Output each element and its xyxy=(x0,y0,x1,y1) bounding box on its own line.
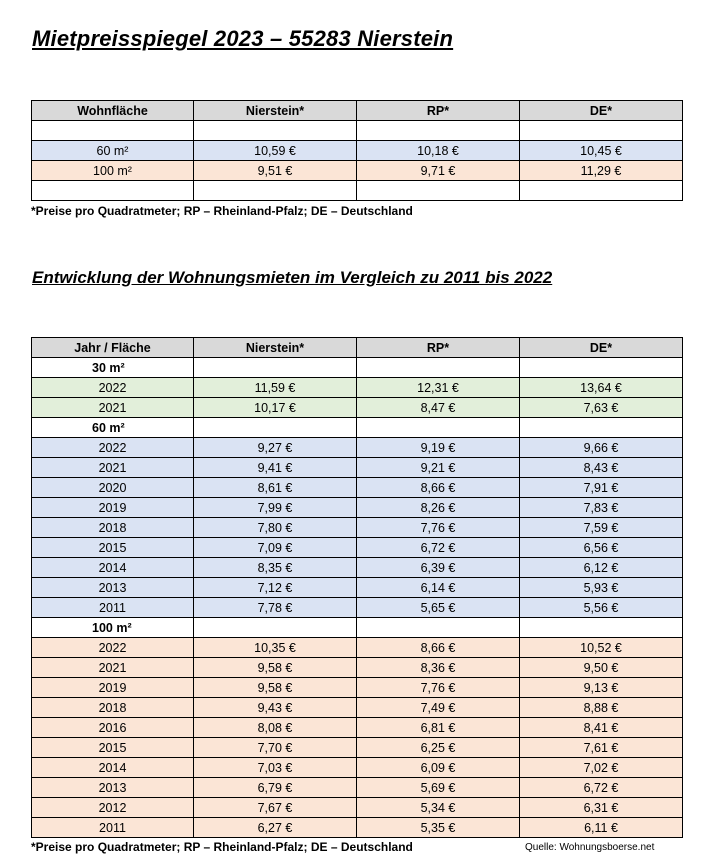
cell-rp: 5,65 € xyxy=(357,598,520,618)
group-label: 100 m² xyxy=(32,618,194,638)
cell-nierstein: 7,67 € xyxy=(194,798,357,818)
cell-nierstein: 8,35 € xyxy=(194,558,357,578)
cell-nierstein: 9,41 € xyxy=(194,458,357,478)
table-row xyxy=(32,598,683,618)
cell-rp: 12,31 € xyxy=(357,378,520,398)
cell-nierstein: 10,35 € xyxy=(194,638,357,658)
cell-rp: 6,39 € xyxy=(357,558,520,578)
cell-de: 7,59 € xyxy=(520,518,683,538)
group-row xyxy=(32,358,683,378)
cell-nierstein: 10,59 € xyxy=(194,141,357,161)
rent-history-table xyxy=(31,337,683,838)
cell-nierstein: 9,43 € xyxy=(194,698,357,718)
table-row xyxy=(32,518,683,538)
cell-de: 6,31 € xyxy=(520,798,683,818)
header-jahr-flaeche: Jahr / Fläche xyxy=(32,338,194,358)
table-header-row xyxy=(32,338,683,358)
header-de: DE* xyxy=(520,338,683,358)
cell-nierstein: 9,51 € xyxy=(194,161,357,181)
cell-de: 7,61 € xyxy=(520,738,683,758)
empty-cell xyxy=(357,358,520,378)
table-row xyxy=(32,698,683,718)
table-row xyxy=(32,578,683,598)
empty-cell xyxy=(357,418,520,438)
empty-cell xyxy=(194,358,357,378)
cell-rp: 8,66 € xyxy=(357,478,520,498)
cell-de: 8,88 € xyxy=(520,698,683,718)
cell-year: 2014 xyxy=(32,758,194,778)
empty-cell xyxy=(520,358,683,378)
page-title: Mietpreisspiegel 2023 – 55283 Nierstein xyxy=(32,26,454,51)
cell-year: 2021 xyxy=(32,458,194,478)
cell-de: 10,45 € xyxy=(520,141,683,161)
cell-rp: 9,19 € xyxy=(357,438,520,458)
cell-de: 7,02 € xyxy=(520,758,683,778)
cell-de: 5,56 € xyxy=(520,598,683,618)
empty-cell xyxy=(520,418,683,438)
table-header-row xyxy=(32,101,683,121)
cell-nierstein: 7,80 € xyxy=(194,518,357,538)
cell-nierstein: 9,58 € xyxy=(194,678,357,698)
table-row xyxy=(32,161,683,181)
cell-de: 5,93 € xyxy=(520,578,683,598)
cell-nierstein: 8,61 € xyxy=(194,478,357,498)
table-row xyxy=(32,558,683,578)
cell-rp: 7,76 € xyxy=(357,518,520,538)
table-row xyxy=(32,738,683,758)
table-row xyxy=(32,718,683,738)
empty-cell xyxy=(194,418,357,438)
cell-nierstein: 8,08 € xyxy=(194,718,357,738)
cell-nierstein: 7,99 € xyxy=(194,498,357,518)
cell-nierstein: 11,59 € xyxy=(194,378,357,398)
cell-year: 2019 xyxy=(32,498,194,518)
table-row xyxy=(32,678,683,698)
cell-de: 9,66 € xyxy=(520,438,683,458)
cell-year: 2014 xyxy=(32,558,194,578)
cell-rp: 10,18 € xyxy=(357,141,520,161)
cell-nierstein: 6,27 € xyxy=(194,818,357,838)
cell-rp: 8,47 € xyxy=(357,398,520,418)
cell-rp: 7,49 € xyxy=(357,698,520,718)
cell-de: 7,91 € xyxy=(520,478,683,498)
table-row xyxy=(32,658,683,678)
cell-year: 2021 xyxy=(32,398,194,418)
section-title: Entwicklung der Wohnungsmieten im Vergleich zu 2011 bis 2022 xyxy=(32,268,553,287)
header-rp: RP* xyxy=(357,338,520,358)
cell-rp: 9,21 € xyxy=(357,458,520,478)
cell-year: 2022 xyxy=(32,438,194,458)
cell-nierstein: 7,12 € xyxy=(194,578,357,598)
table-row xyxy=(32,538,683,558)
cell-year: 2016 xyxy=(32,718,194,738)
cell-year: 2022 xyxy=(32,638,194,658)
table-row xyxy=(32,818,683,838)
cell-rp: 6,25 € xyxy=(357,738,520,758)
cell-de: 11,29 € xyxy=(520,161,683,181)
table-row xyxy=(32,378,683,398)
cell-de: 6,56 € xyxy=(520,538,683,558)
cell-de: 9,50 € xyxy=(520,658,683,678)
cell-rp: 8,36 € xyxy=(357,658,520,678)
cell-de: 6,72 € xyxy=(520,778,683,798)
cell-de: 6,12 € xyxy=(520,558,683,578)
cell-rp: 8,26 € xyxy=(357,498,520,518)
footnote: *Preise pro Quadratmeter; RP – Rheinland-Pfalz; DE – Deutschland xyxy=(31,204,413,218)
row-label: 60 m² xyxy=(32,141,194,161)
header-nierstein: Nierstein* xyxy=(194,338,357,358)
cell-year: 2018 xyxy=(32,698,194,718)
cell-de: 9,13 € xyxy=(520,678,683,698)
table-row xyxy=(32,758,683,778)
table-row xyxy=(32,478,683,498)
cell-nierstein: 7,03 € xyxy=(194,758,357,778)
empty-cell xyxy=(357,618,520,638)
empty-cell xyxy=(194,618,357,638)
cell-year: 2012 xyxy=(32,798,194,818)
cell-de: 10,52 € xyxy=(520,638,683,658)
cell-nierstein: 9,27 € xyxy=(194,438,357,458)
cell-rp: 5,69 € xyxy=(357,778,520,798)
cell-rp: 6,72 € xyxy=(357,538,520,558)
header-nierstein: Nierstein* xyxy=(194,101,357,121)
cell-rp: 6,09 € xyxy=(357,758,520,778)
table-row xyxy=(32,438,683,458)
history-body xyxy=(32,358,683,838)
header-wohnflaeche: Wohnfläche xyxy=(32,101,194,121)
cell-de: 7,63 € xyxy=(520,398,683,418)
current-rent-table xyxy=(31,100,683,201)
empty-cell xyxy=(520,618,683,638)
cell-year: 2013 xyxy=(32,578,194,598)
cell-de: 6,11 € xyxy=(520,818,683,838)
header-rp: RP* xyxy=(357,101,520,121)
footnote: *Preise pro Quadratmeter; RP – Rheinland-Pfalz; DE – Deutschland xyxy=(31,840,413,854)
cell-de: 8,43 € xyxy=(520,458,683,478)
cell-year: 2021 xyxy=(32,658,194,678)
cell-de: 13,64 € xyxy=(520,378,683,398)
table-row xyxy=(32,458,683,478)
group-row xyxy=(32,418,683,438)
cell-year: 2022 xyxy=(32,378,194,398)
table-row xyxy=(32,141,683,161)
cell-nierstein: 9,58 € xyxy=(194,658,357,678)
cell-rp: 7,76 € xyxy=(357,678,520,698)
cell-nierstein: 10,17 € xyxy=(194,398,357,418)
empty-row xyxy=(32,181,683,201)
cell-year: 2015 xyxy=(32,738,194,758)
cell-year: 2019 xyxy=(32,678,194,698)
cell-year: 2011 xyxy=(32,598,194,618)
cell-nierstein: 6,79 € xyxy=(194,778,357,798)
table-row xyxy=(32,398,683,418)
table-row xyxy=(32,798,683,818)
cell-rp: 9,71 € xyxy=(357,161,520,181)
cell-year: 2020 xyxy=(32,478,194,498)
cell-nierstein: 7,09 € xyxy=(194,538,357,558)
header-de: DE* xyxy=(520,101,683,121)
group-label: 60 m² xyxy=(32,418,194,438)
source-label: Quelle: Wohnungsboerse.net xyxy=(525,842,655,853)
group-label: 30 m² xyxy=(32,358,194,378)
cell-rp: 5,35 € xyxy=(357,818,520,838)
table-row xyxy=(32,638,683,658)
group-row xyxy=(32,618,683,638)
row-label: 100 m² xyxy=(32,161,194,181)
cell-rp: 5,34 € xyxy=(357,798,520,818)
cell-rp: 6,14 € xyxy=(357,578,520,598)
cell-year: 2013 xyxy=(32,778,194,798)
cell-nierstein: 7,70 € xyxy=(194,738,357,758)
cell-year: 2011 xyxy=(32,818,194,838)
cell-year: 2018 xyxy=(32,518,194,538)
table-row xyxy=(32,498,683,518)
cell-year: 2015 xyxy=(32,538,194,558)
table-row xyxy=(32,778,683,798)
cell-nierstein: 7,78 € xyxy=(194,598,357,618)
cell-de: 7,83 € xyxy=(520,498,683,518)
cell-rp: 6,81 € xyxy=(357,718,520,738)
cell-de: 8,41 € xyxy=(520,718,683,738)
empty-row xyxy=(32,121,683,141)
cell-rp: 8,66 € xyxy=(357,638,520,658)
